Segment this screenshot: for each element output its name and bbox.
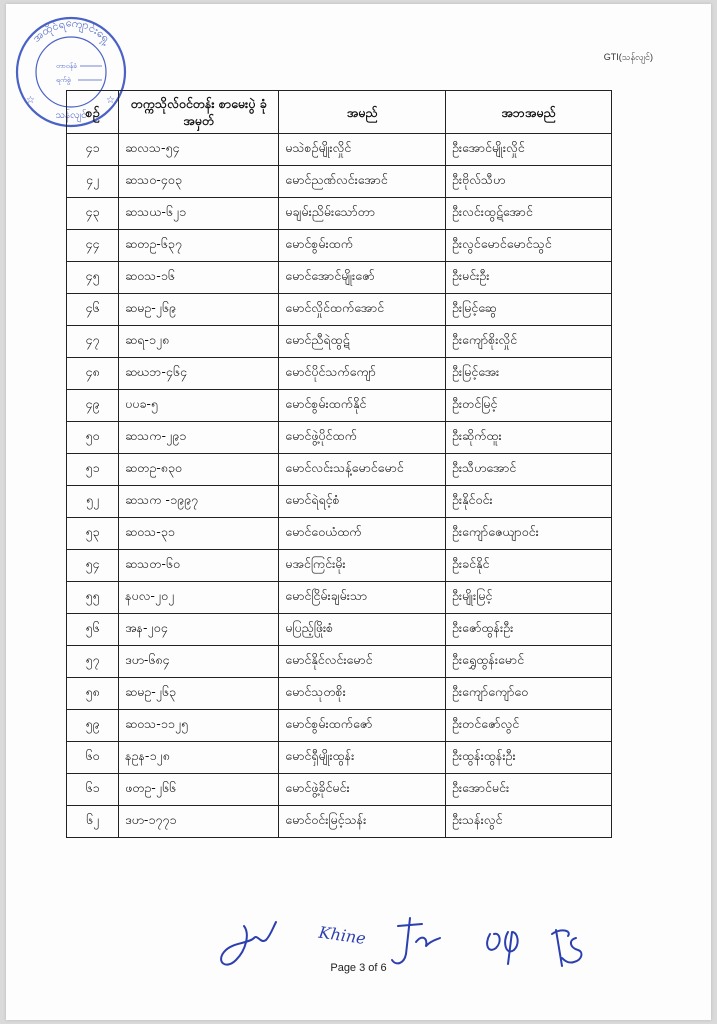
document-page — [6, 4, 711, 1020]
cell-name: မောင်ဝေယံထက် — [279, 518, 446, 550]
cell-no: ၄၆ — [67, 294, 119, 326]
cell-roll-number: ဒဟ-၁၇၇၁ — [119, 806, 279, 838]
cell-father-name: ဦးကျော်ဇေယျာဝင်း — [445, 518, 611, 550]
table-row — [67, 774, 612, 806]
cell-name: မသဲစဉ်မျိုးလှိုင် — [279, 134, 446, 166]
signature-3 — [392, 918, 440, 963]
cell-roll-number: ဆမဥ-၂၆၃ — [119, 678, 279, 710]
cell-name: မောင်စွမ်းထက် — [279, 230, 446, 262]
table-row — [67, 550, 612, 582]
cell-father-name: ဦးလင်းထွဋ်အောင် — [445, 198, 611, 230]
cell-name: မပြည့်ဖြိုးစံ — [279, 614, 446, 646]
stamp-line2: ရက်စွဲ — [56, 76, 71, 84]
cell-no: ၄၇ — [67, 326, 119, 358]
cell-father-name: ဦးဆိုက်ထူး — [445, 422, 611, 454]
cell-roll-number: ပပခ-၅ — [119, 390, 279, 422]
cell-roll-number: နပလ-၂၀၂ — [119, 582, 279, 614]
cell-roll-number: နဥန-၁၂၈ — [119, 742, 279, 774]
cell-no: ၄၂ — [67, 166, 119, 198]
cell-no: ၄၄ — [67, 230, 119, 262]
cell-father-name: ဦးထွန်းထွန်းဦး — [445, 742, 611, 774]
cell-roll-number: ဆလသ-၅၄ — [119, 134, 279, 166]
table-row — [67, 710, 612, 742]
cell-name: မောင်ဖွဲ့ခိုင်မင်း — [279, 774, 446, 806]
cell-roll-number: ဒဟ-၆၈၄ — [119, 646, 279, 678]
cell-no: ၅၂ — [67, 486, 119, 518]
cell-father-name: ဦးကျော်ကျော်ဝေ — [445, 678, 611, 710]
cell-roll-number: ဖတဥ-၂၆၆ — [119, 774, 279, 806]
cell-name: မောင်ငြိမ်းချမ်းသာ — [279, 582, 446, 614]
cell-roll-number: အန-၂၀၄ — [119, 614, 279, 646]
table-row — [67, 262, 612, 294]
cell-no: ၅၃ — [67, 518, 119, 550]
roster-body — [67, 134, 612, 838]
cell-roll-number: ဆတဥ-၈၃၀ — [119, 454, 279, 486]
cell-name: မချမ်းညိမ်းသော်တာ — [279, 198, 446, 230]
table-row — [67, 358, 612, 390]
cell-name: မောင်သုတစိုး — [279, 678, 446, 710]
page-number: Page 3 of 6 — [330, 962, 387, 974]
cell-father-name: ဦးအောင်မင်း — [445, 774, 611, 806]
signature-4 — [487, 932, 518, 964]
cell-father-name: ဦးလွင်မောင်မောင်သွင် — [445, 230, 611, 262]
table-row — [67, 518, 612, 550]
cell-no: ၅၁ — [67, 454, 119, 486]
signature-2: Khine — [317, 922, 367, 949]
header-name: အမည် — [279, 91, 446, 134]
table-row — [67, 134, 612, 166]
table-row — [67, 614, 612, 646]
table-row — [67, 198, 612, 230]
cell-name: မောင်နိုင်လင်းမောင် — [279, 646, 446, 678]
table-row — [67, 646, 612, 678]
cell-name: မောင်ဝင်းမြင့်သန်း — [279, 806, 446, 838]
cell-no: ၄၃ — [67, 198, 119, 230]
cell-roll-number: ဆဝသ-၃၁ — [119, 518, 279, 550]
cell-father-name: ဦးကျော်စိုးလှိုင် — [445, 326, 611, 358]
cell-no: ၆၂ — [67, 806, 119, 838]
table-row — [67, 230, 612, 262]
cell-name: မောင်စွမ်းထက်ဇော် — [279, 710, 446, 742]
cell-roll-number: ဆသက -၁၉၉၇ — [119, 486, 279, 518]
cell-no: ၆၁ — [67, 774, 119, 806]
cell-name: မောင်အောင်မျိုးဇော် — [279, 262, 446, 294]
table-row — [67, 390, 612, 422]
header-no: စဉ် — [67, 91, 119, 134]
cell-father-name: ဦးမျိုးမြင့် — [445, 582, 611, 614]
cell-father-name: ဦးတင်မြင့် — [445, 390, 611, 422]
header-roll-number: တက္ကသိုလ်ဝင်တန်း စာမေးပွဲ ခုံအမှတ် — [119, 91, 279, 134]
table-row — [67, 742, 612, 774]
table-row — [67, 454, 612, 486]
cell-roll-number: ဆသယ-၆၂၁ — [119, 198, 279, 230]
cell-roll-number: ဆတဥ-၆၃၇ — [119, 230, 279, 262]
cell-no: ၄၉ — [67, 390, 119, 422]
table-row — [67, 678, 612, 710]
table-row — [67, 166, 612, 198]
cell-no: ၅၅ — [67, 582, 119, 614]
cell-name: မောင်ညဏ်လင်းအောင် — [279, 166, 446, 198]
cell-name: မောင်ဖွဲ့ပိုင်ထက် — [279, 422, 446, 454]
cell-no: ၄၁ — [67, 134, 119, 166]
signature-5 — [552, 930, 581, 966]
cell-roll-number: ဆဃဘ-၄၆၄ — [119, 358, 279, 390]
header-father-name: အဘအမည် — [445, 91, 611, 134]
table-header-row — [67, 91, 612, 134]
svg-text:အထိုင်ရကျောင်းရှေ့ — [30, 16, 114, 47]
cell-name: မောင်ညီရဲထွဋ် — [279, 326, 446, 358]
table-row — [67, 294, 612, 326]
stamp-top-text: အထိုင်ရကျောင်းရှေ့ — [29, 15, 113, 45]
cell-father-name: ဦးသန်းလွင် — [445, 806, 611, 838]
cell-no: ၅၄ — [67, 550, 119, 582]
header-code: GTI(သန်လျင်) — [603, 52, 653, 62]
cell-father-name: ဦးခင်နိုင် — [445, 550, 611, 582]
table-row — [67, 422, 612, 454]
cell-roll-number: ဆသက-၂၉၁ — [119, 422, 279, 454]
cell-father-name: ဦးအောင်မျိုးလှိုင် — [445, 134, 611, 166]
cell-name: မောင်လင်းသန့်မောင်မောင် — [279, 454, 446, 486]
cell-no: ၅၇ — [67, 646, 119, 678]
cell-father-name: ဦးမြင့်အေး — [445, 358, 611, 390]
cell-no: ၅၈ — [67, 678, 119, 710]
stamp-bottom-text: သန်လျင် — [55, 110, 87, 121]
cell-no: ၄၅ — [67, 262, 119, 294]
cell-roll-number: ဆဝသ-၁၆ — [119, 262, 279, 294]
cell-roll-number: ဆသဝ-၄၀၃ — [119, 166, 279, 198]
cell-name: မောင်စွမ်းထက်နိုင် — [279, 390, 446, 422]
cell-father-name: ဦးမင်းဦး — [445, 262, 611, 294]
cell-no: ၆၀ — [67, 742, 119, 774]
cell-father-name: ဦးဇော်ထွန်းဦး — [445, 614, 611, 646]
cell-name: မအင်ကြင်းမိုး — [279, 550, 446, 582]
stamp-star-right-icon: ☆ — [106, 95, 115, 106]
cell-father-name: ဦးရွှေထွန်းမောင် — [445, 646, 611, 678]
cell-father-name: ဦးတင်ဇော်လွင် — [445, 710, 611, 742]
table-row — [67, 326, 612, 358]
cell-name: မောင်ရဲရင့်စံ — [279, 486, 446, 518]
table-row — [67, 486, 612, 518]
cell-roll-number: ဆသတ-၆၀ — [119, 550, 279, 582]
cell-father-name: ဦးသီဟအောင် — [445, 454, 611, 486]
cell-father-name: ဦးဗိုလ်သီဟ — [445, 166, 611, 198]
cell-roll-number: ဆဝသ-၁၁၂၅ — [119, 710, 279, 742]
cell-name: မောင်ရှီမျိုးထွန်း — [279, 742, 446, 774]
stamp-line1: တာဝန်ခံ — [56, 62, 78, 70]
cell-no: ၄၈ — [67, 358, 119, 390]
cell-no: ၅၉ — [67, 710, 119, 742]
cell-father-name: ဦးနိုင်ဝင်း — [445, 486, 611, 518]
table-row — [67, 582, 612, 614]
cell-father-name: ဦးမြင့်ဆွေ — [445, 294, 611, 326]
cell-roll-number: ဆမဥ-၂၆၉ — [119, 294, 279, 326]
cell-roll-number: ဆရ-၁၂၈ — [119, 326, 279, 358]
cell-no: ၅၆ — [67, 614, 119, 646]
cell-no: ၅၀ — [67, 422, 119, 454]
roster-table — [66, 90, 612, 838]
cell-name: မောင်လှိုင်ထက်အောင် — [279, 294, 446, 326]
cell-name: မောင်ပိုင်သက်ကျော် — [279, 358, 446, 390]
signature-1 — [221, 922, 276, 965]
stamp-star-left-icon: ☆ — [26, 95, 35, 106]
table-row — [67, 806, 612, 838]
